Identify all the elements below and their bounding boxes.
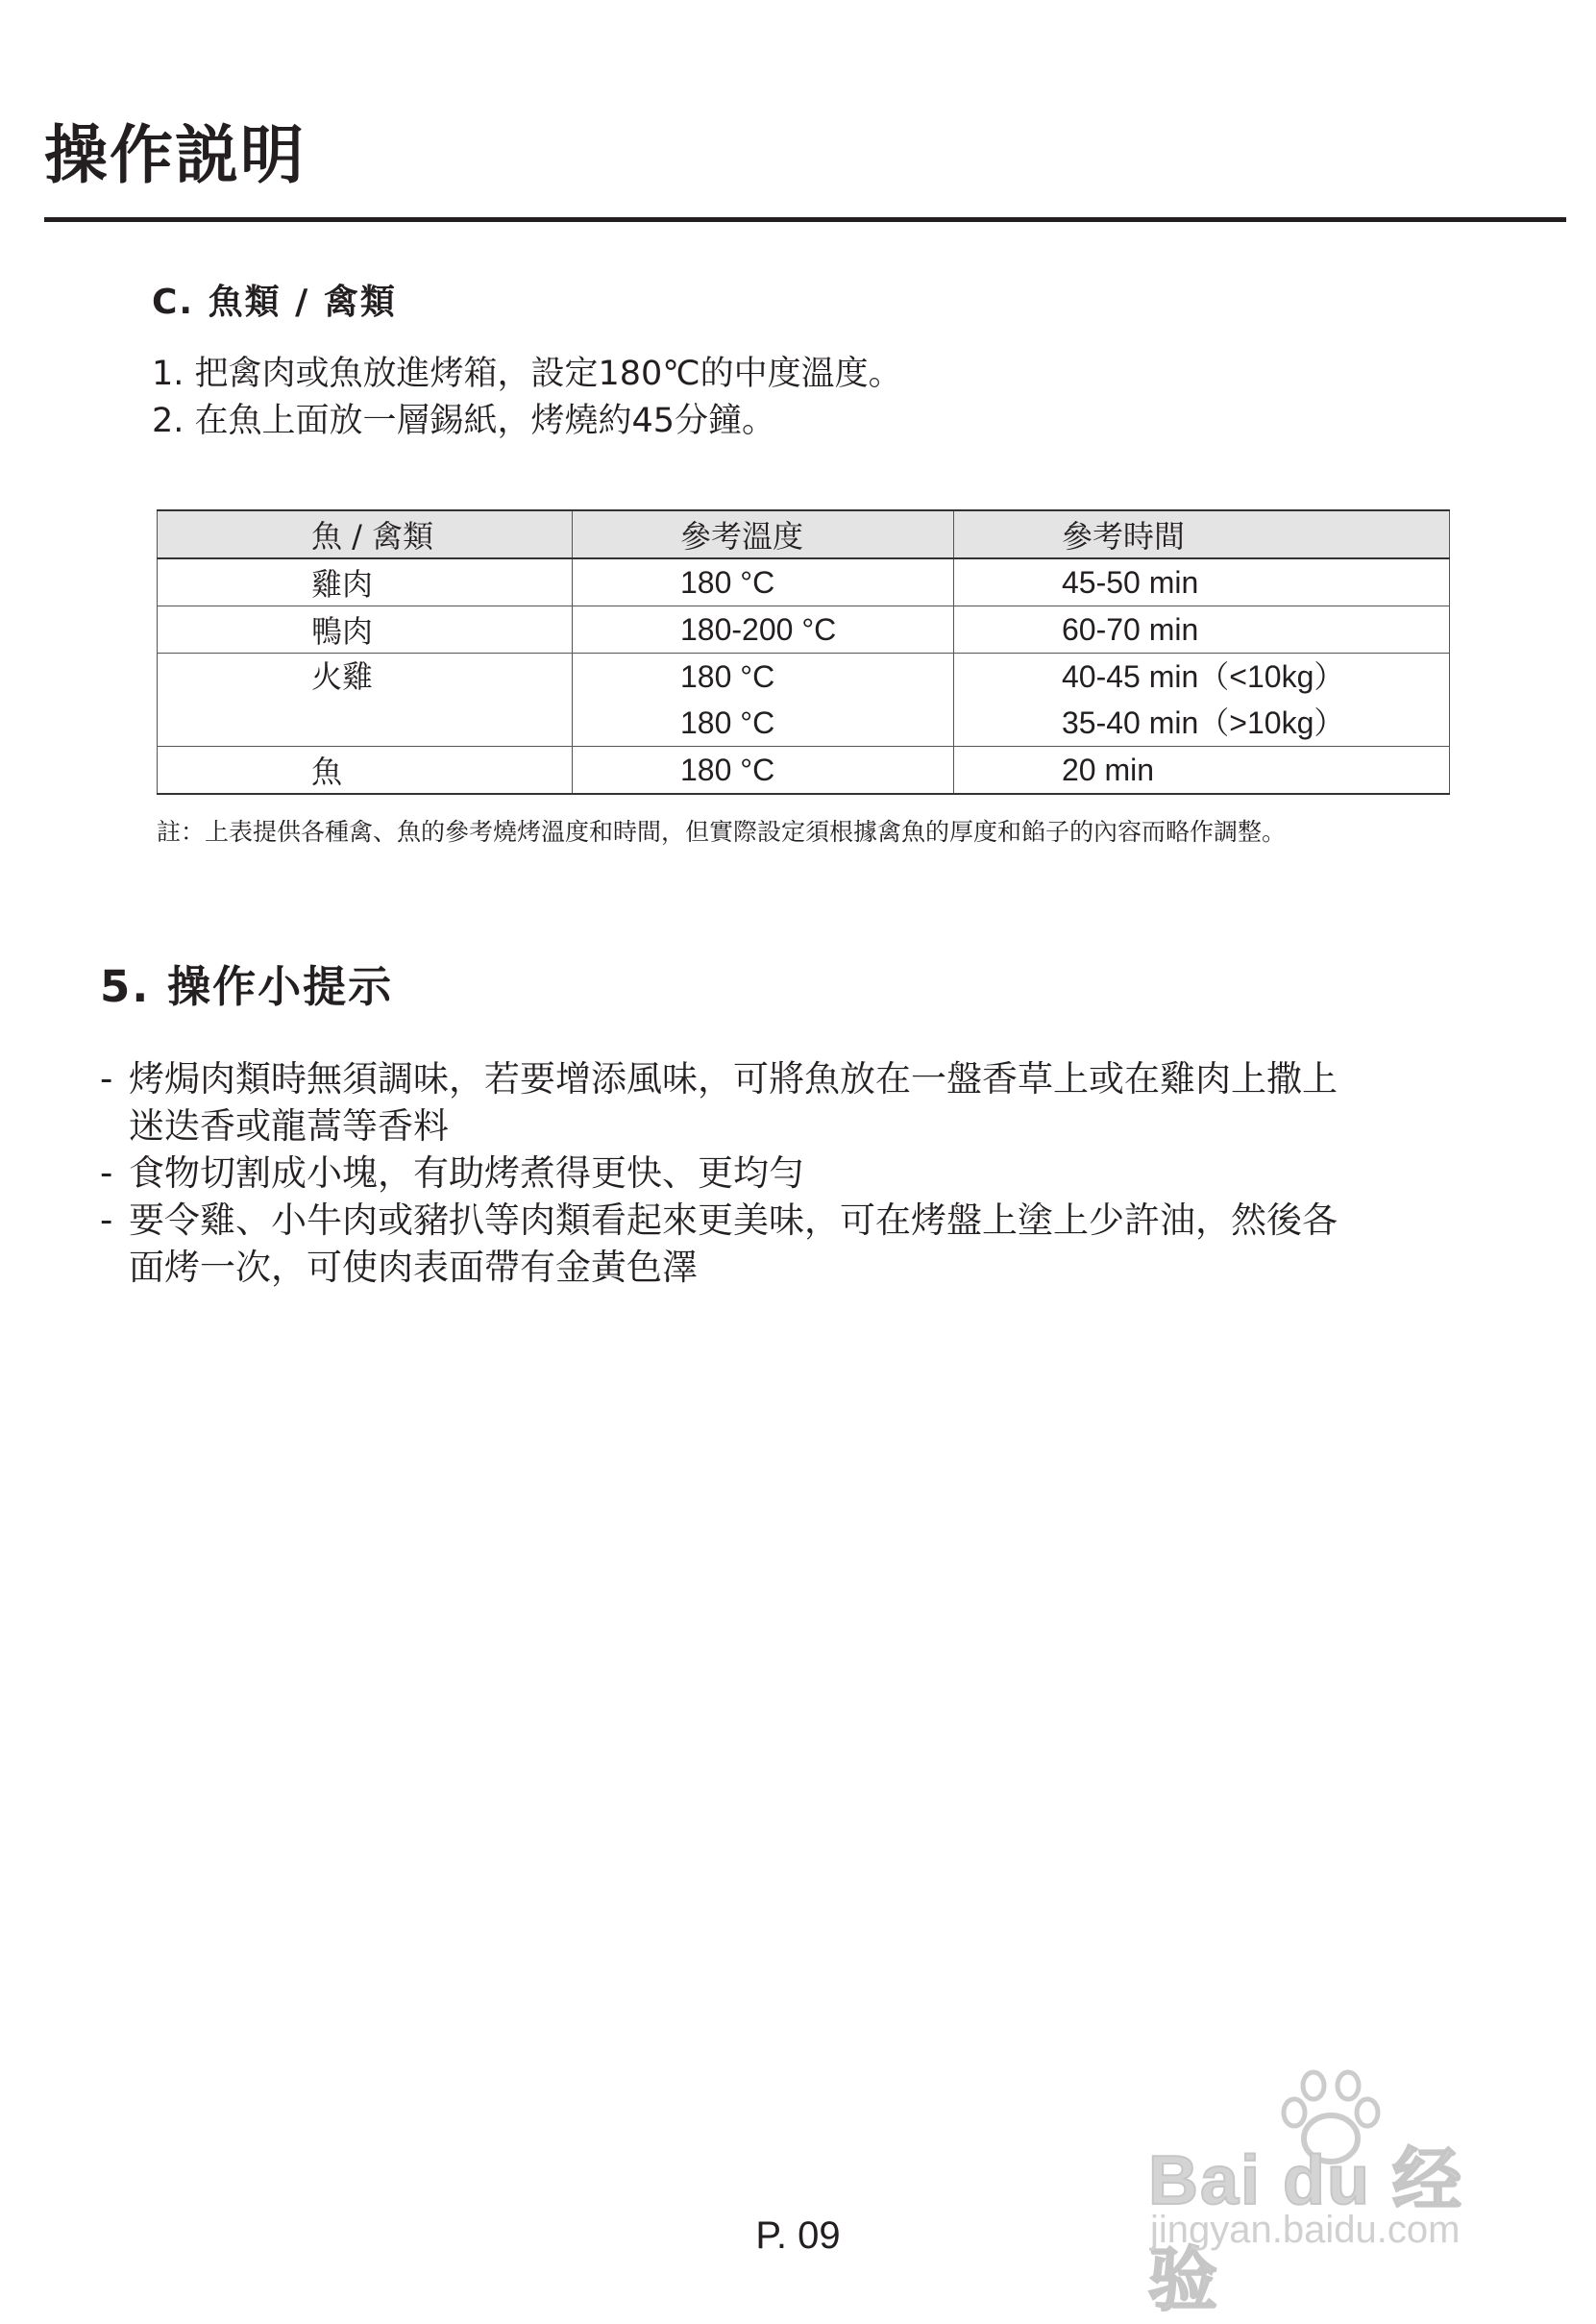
title-divider <box>44 217 1566 222</box>
row-temperature: 180 °C <box>573 558 954 606</box>
row-time <box>954 654 1450 747</box>
row-temperature-line: 180 °C <box>680 659 775 694</box>
bullet-dash: - <box>100 1058 113 1100</box>
tip-line: 食物切割成小塊，有助烤煮得更快、更均勻 <box>129 1152 804 1194</box>
table-row <box>158 606 1450 654</box>
row-time: 60-70 min <box>954 606 1450 654</box>
section-c-heading: C. 魚類 / 禽類 <box>152 283 397 322</box>
row-item-text: 火雞 <box>311 658 374 695</box>
list-item <box>100 1055 1522 1150</box>
bullet-dash: - <box>100 1152 113 1194</box>
watermark <box>1139 2066 1523 2319</box>
row-temperature <box>573 654 954 747</box>
row-temperature-line: 180 °C <box>680 705 775 740</box>
step-1: 1. 把禽肉或魚放進烤箱，設定180℃的中度溫度。 <box>152 355 902 393</box>
row-time-line: 40-45 min（<10kg） <box>1062 659 1345 694</box>
list-item <box>100 1197 1522 1291</box>
row-item <box>158 654 573 747</box>
tip-line: 要令雞、小牛肉或豬扒等肉類看起來更美味，可在烤盤上塗上少許油，然後各 <box>129 1199 1338 1241</box>
row-item: 魚 <box>158 747 573 795</box>
header-temperature: 參考溫度 <box>573 510 954 558</box>
row-time-line: 35-40 min（>10kg） <box>1062 705 1345 740</box>
tip-line: 迷迭香或龍蒿等香料 <box>129 1105 449 1147</box>
list-item <box>100 1150 1522 1197</box>
row-item: 雞肉 <box>158 558 573 606</box>
header-time: 參考時間 <box>954 510 1450 558</box>
tip-line: 烤焗肉類時無須調味，若要增添風味，可將魚放在一盤香草上或在雞肉上撒上 <box>129 1058 1338 1100</box>
header-item: 魚 / 禽類 <box>158 510 573 558</box>
tip-line: 面烤一次，可使肉表面帶有金黃色澤 <box>129 1247 698 1288</box>
table-note: 註：上表提供各種禽、魚的參考燒烤溫度和時間，但實際設定須根據禽魚的厚度和餡子的內容而略作調整。 <box>157 818 1287 846</box>
row-temperature: 180 °C <box>573 747 954 795</box>
page-number: P. 09 <box>755 2214 841 2257</box>
bullet-dash: - <box>100 1199 113 1241</box>
table-header-row <box>158 510 1450 558</box>
page-title: 操作説明 <box>44 118 306 192</box>
row-time: 45-50 min <box>954 558 1450 606</box>
table-row <box>158 558 1450 606</box>
tips-list <box>100 1055 1522 1291</box>
row-time: 20 min <box>954 747 1450 795</box>
row-item: 鴨肉 <box>158 606 573 654</box>
section-c-steps <box>152 351 902 445</box>
table-row <box>158 747 1450 795</box>
step-2: 2. 在魚上面放一層錫紙，烤燒約45分鐘。 <box>152 402 776 440</box>
watermark-brand: Bai du 经验 <box>1148 2142 1464 2319</box>
row-temperature: 180-200 °C <box>573 606 954 654</box>
watermark-url: jingyan.baidu.com <box>1150 2209 1461 2251</box>
tips-heading: 5. 操作小提示 <box>100 961 394 1012</box>
reference-table <box>157 509 1450 795</box>
table-row <box>158 654 1450 747</box>
